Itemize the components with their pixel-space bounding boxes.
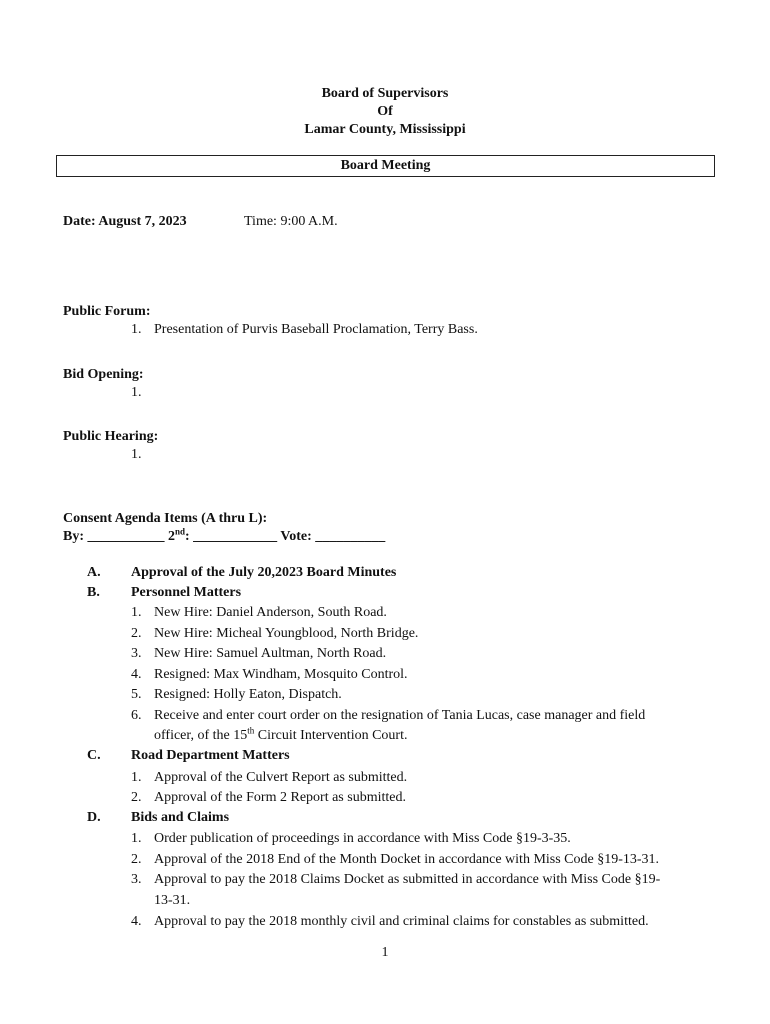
page-number: 1 bbox=[381, 945, 389, 960]
list-number: 3. bbox=[131, 872, 142, 887]
section-title: Personnel Matters bbox=[131, 585, 242, 600]
bid-opening-heading: Bid Opening: bbox=[63, 367, 144, 382]
list-item: Receive and enter court order on the resignation of Tania Lucas, case manager and field bbox=[154, 708, 646, 723]
header-line-2: Of bbox=[377, 104, 393, 119]
list-item: Order publication of proceedings in accordance with Miss Code §19-3-35. bbox=[154, 831, 571, 846]
consent-by-line bbox=[63, 527, 385, 547]
list-item: Resigned: Max Windham, Mosquito Control. bbox=[154, 667, 408, 682]
cont-prefix: officer, of the 15 bbox=[154, 728, 248, 743]
list-item: New Hire: Micheal Youngblood, North Bridge. bbox=[154, 626, 419, 641]
by-prefix: By: ___________ 2 bbox=[63, 529, 175, 544]
header-line-1: Board of Supervisors bbox=[321, 86, 449, 101]
list-item-continuation bbox=[154, 726, 407, 746]
list-number: 2. bbox=[131, 790, 142, 805]
list-number: 2. bbox=[131, 626, 142, 641]
list-item: Approval of the Culvert Report as submitted. bbox=[154, 770, 408, 785]
list-number: 2. bbox=[131, 852, 142, 867]
list-number: 3. bbox=[131, 646, 142, 661]
section-title: Road Department Matters bbox=[131, 748, 290, 763]
section-letter: A. bbox=[87, 565, 101, 580]
consent-agenda-heading: Consent Agenda Items (A thru L): bbox=[63, 511, 268, 526]
list-number: 1. bbox=[131, 447, 142, 462]
list-item: Approval to pay the 2018 monthly civil and criminal claims for constables as submitted. bbox=[154, 914, 649, 929]
list-number: 1. bbox=[131, 831, 142, 846]
meeting-time: Time: 9:00 A.M. bbox=[244, 214, 338, 229]
list-number: 4. bbox=[131, 667, 142, 682]
list-number: 6. bbox=[131, 708, 142, 723]
board-meeting-box: Board Meeting bbox=[56, 155, 715, 177]
list-item: Approval to pay the 2018 Claims Docket as submitted in accordance with Miss Code §19- bbox=[154, 872, 661, 887]
list-item: Approval of the 2018 End of the Month Docket in accordance with Miss Code §19-13-31. bbox=[154, 852, 660, 867]
section-title: Bids and Claims bbox=[131, 810, 230, 825]
public-forum-heading: Public Forum: bbox=[63, 304, 151, 319]
meeting-date: Date: August 7, 2023 bbox=[63, 214, 187, 229]
header-line-3: Lamar County, Mississippi bbox=[304, 122, 466, 137]
cont-sup: th bbox=[247, 725, 255, 736]
list-item: Resigned: Holly Eaton, Dispatch. bbox=[154, 687, 342, 702]
by-suffix: : ____________ Vote: __________ bbox=[185, 529, 386, 544]
list-number: 1. bbox=[131, 605, 142, 620]
section-title: Approval of the July 20,2023 Board Minutes bbox=[131, 565, 397, 580]
section-letter: D. bbox=[87, 810, 101, 825]
list-number: 1. bbox=[131, 385, 142, 400]
list-item: Approval of the Form 2 Report as submitted. bbox=[154, 790, 406, 805]
section-letter: C. bbox=[87, 748, 101, 763]
by-sup: nd bbox=[175, 526, 186, 537]
list-item: Presentation of Purvis Baseball Proclamation, Terry Bass. bbox=[154, 322, 478, 337]
public-hearing-heading: Public Hearing: bbox=[63, 429, 159, 444]
list-number: 1. bbox=[131, 770, 142, 785]
list-number: 5. bbox=[131, 687, 142, 702]
list-number: 1. bbox=[131, 322, 142, 337]
section-letter: B. bbox=[87, 585, 100, 600]
list-item: New Hire: Samuel Aultman, North Road. bbox=[154, 646, 387, 661]
list-item-continuation: 13-31. bbox=[154, 893, 191, 908]
cont-suffix: Circuit Intervention Court. bbox=[254, 728, 408, 743]
list-number: 4. bbox=[131, 914, 142, 929]
list-item: New Hire: Daniel Anderson, South Road. bbox=[154, 605, 387, 620]
